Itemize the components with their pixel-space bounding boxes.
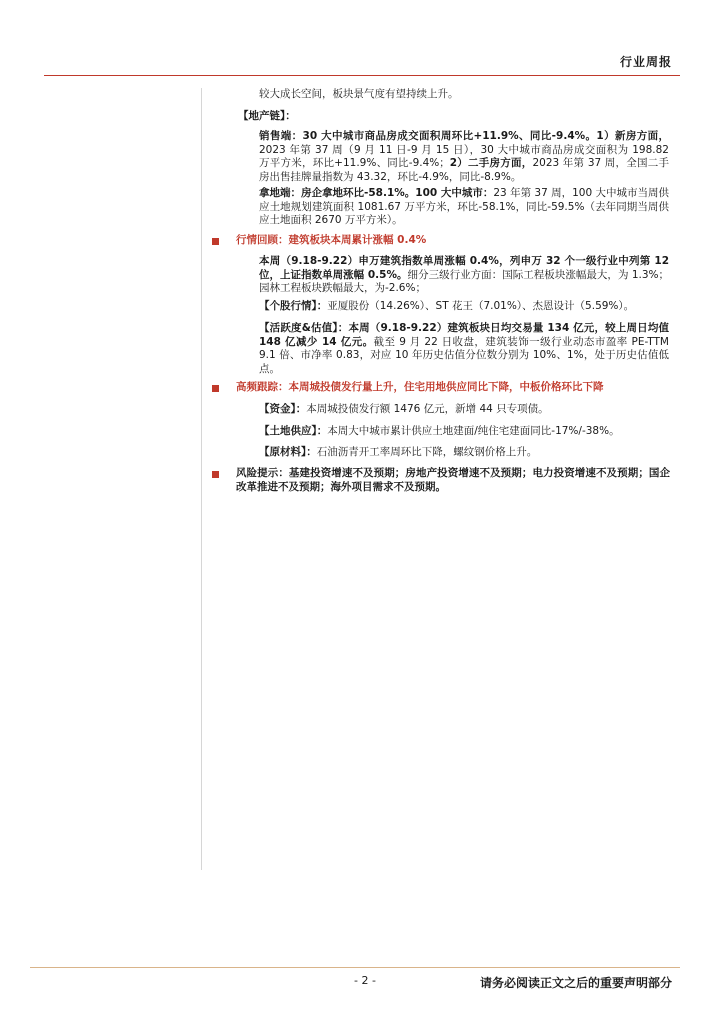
tracking-bullet (212, 385, 219, 392)
funds-body: 本周城投债发行额 1476 亿元，新增 44 只专项债。 (306, 403, 549, 415)
left-column-divider (201, 88, 202, 870)
page-number: - 2 - (354, 974, 376, 987)
report-type-title: 行业周报 (619, 55, 672, 69)
tracking-heading: 高频跟踪：本周城投债发行量上升，住宅用地供应同比下降，中板价格环比下降 (236, 381, 604, 393)
land-body: 23 年第 37 周，100 大中城市当周供应土地规划建筑面积 1081.67 万平方米，环比-58.1%，同比-59.5%（去年同期当周供应土地面积 2670 万平方米）。 (259, 187, 669, 226)
market-paragraph (259, 255, 669, 296)
stocks-lead: 【个股行情】： (259, 300, 328, 312)
intro-line: 较大成长空间，板块景气度有望持续上升。 (259, 88, 459, 100)
market-body: 细分三级行业方面：国际工程板块涨幅最大，为 1.3%；园林工程板块跌幅最大，为-2.6%； (259, 268, 670, 294)
funds-paragraph (259, 403, 669, 417)
header-divider (44, 75, 680, 76)
real-estate-heading: 【地产链】： (238, 110, 296, 122)
activity-paragraph (259, 322, 669, 376)
activity-lead: 【活跃度&估值】：本周（9.18-9.22）建筑板块日均交易量 134 亿元，较上周日均值 148 亿减少 14 亿元。 (259, 322, 669, 348)
land-paragraph (259, 187, 669, 228)
risk-warning: 风险提示：基建投资增速不及预期；房地产投资增速不及预期；电力投资增速不及预期；国企改革推进不及预期；海外项目需求不及预期。 (236, 467, 670, 493)
materials-paragraph (259, 446, 669, 460)
disclaimer-note: 请务必阅读正文之后的重要声明部分 (479, 976, 672, 990)
sales-lead-2: 2）二手房方面， (449, 157, 533, 169)
funds-lead: 【资金】： (259, 403, 307, 415)
land-supply-lead: 【土地供应】： (259, 425, 328, 437)
stocks-body: 亚厦股份（14.26%）、ST 花王（7.01%）、杰恩设计（5.59%）。 (327, 300, 635, 312)
sales-body-2: 2023 年第 37 周，全国二手房出售挂牌量指数为 43.32，环比-4.9%，同比-8.9%。 (259, 157, 669, 183)
footer-divider (30, 967, 680, 968)
risk-bullet (212, 471, 219, 478)
land-supply-paragraph (259, 425, 669, 439)
market-lead: 本周（9.18-9.22）申万建筑指数单周涨幅 0.4%，列申万 32 个一级行业中列第 12 位，上证指数单周涨幅 0.5%。 (259, 255, 669, 281)
materials-lead: 【原材料】： (259, 446, 317, 458)
market-heading: 行情回顾：建筑板块本周累计涨幅 0.4% (236, 234, 427, 246)
land-supply-body: 本周大中城市累计供应土地建面/纯住宅建面同比-17%/-38%。 (327, 425, 620, 437)
materials-body: 石油沥青开工率周环比下降，螺纹钢价格上升。 (316, 446, 538, 458)
sales-lead: 销售端：30 大中城市商品房成交面积周环比+11.9%、同比-9.4%。1）新房方面， (259, 130, 669, 142)
stocks-paragraph (259, 300, 669, 314)
activity-body: 截至 9 月 22 日收盘，建筑装饰一级行业动态市盈率 PE-TTM 9.1 倍、市净率 0.83，对应 10 年历史估值分位数分别为 10%、1%，处于历史估值低点。 (259, 335, 669, 375)
land-lead: 拿地端：房企拿地环比-58.1%。100 大中城市： (259, 187, 494, 199)
market-bullet (212, 238, 219, 245)
sales-body-1: 2023 年第 37 周（9 月 11 日-9 月 15 日），30 大中城市商品房成交面积为 198.82 万平方米，环比+11.9%、同比-9.4%； (259, 143, 669, 169)
sales-paragraph (259, 130, 669, 184)
